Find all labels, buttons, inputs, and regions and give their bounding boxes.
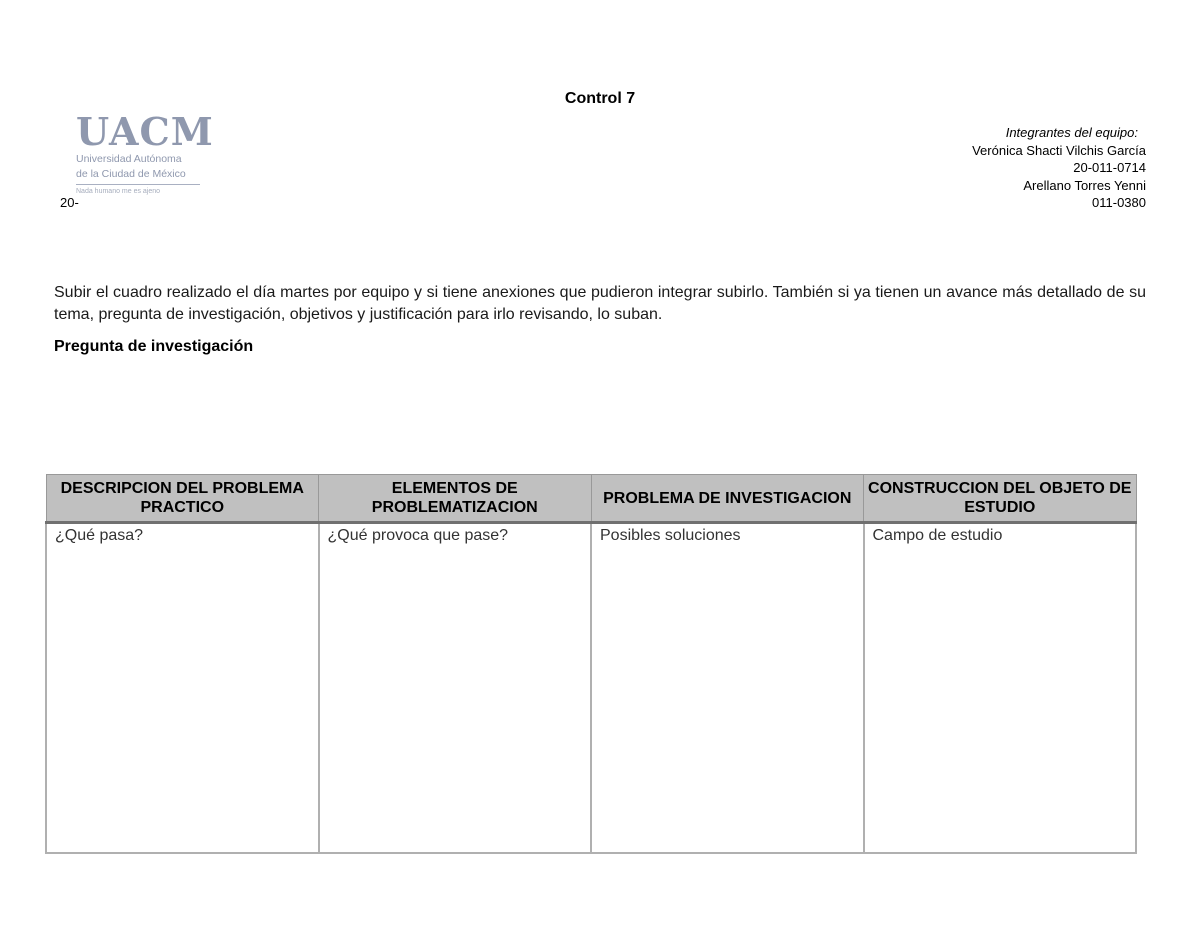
team-line: 011-0380: [1092, 195, 1146, 210]
logo-motto: Nada humano me es ajeno: [76, 188, 161, 195]
team-heading: Integrantes del equipo:: [1005, 125, 1138, 140]
table-cell: ¿Qué provoca que pase?: [319, 523, 592, 854]
table-header: ELEMENTOS DE PROBLEMATIZACION: [319, 475, 592, 523]
left-code: 20-: [60, 195, 79, 210]
table-header: DESCRIPCION DEL PROBLEMA PRACTICO: [46, 475, 319, 523]
team-line: Verónica Shacti Vilchis García: [972, 142, 1146, 158]
table-cell: Posibles soluciones: [591, 523, 864, 854]
logo-name-line1: Universidad Autónoma: [76, 153, 182, 165]
table-row: [46, 523, 1136, 854]
table-header-row: [46, 475, 1136, 523]
team-line: 20-011-0714: [1073, 160, 1146, 175]
section-heading: Pregunta de investigación: [54, 338, 254, 355]
logo-divider: [76, 184, 200, 185]
uacm-logo: [76, 109, 214, 195]
instructions-paragraph: Subir el cuadro realizado el día martes por equipo y si tiene anexiones que pudieron integrar subirlo. También si ya tienen un avance más detallado de su tema, pregunta de investigación, objetivos y justificación para irlo revisando, lo suban.: [54, 284, 1146, 323]
table-cell: Campo de estudio: [864, 523, 1137, 854]
problem-table: [45, 474, 1137, 854]
document-title: Control 7: [564, 90, 636, 107]
team-line: Arellano Torres Yenni: [1023, 177, 1146, 193]
table-header: PROBLEMA DE INVESTIGACION: [591, 475, 864, 523]
logo-acronym: UACM: [76, 109, 214, 154]
logo-name-line2: de la Ciudad de México: [76, 168, 186, 180]
table-header: CONSTRUCCION DEL OBJETO DE ESTUDIO: [864, 475, 1137, 523]
table-cell: ¿Qué pasa?: [46, 523, 319, 854]
team-block: [972, 124, 1146, 212]
